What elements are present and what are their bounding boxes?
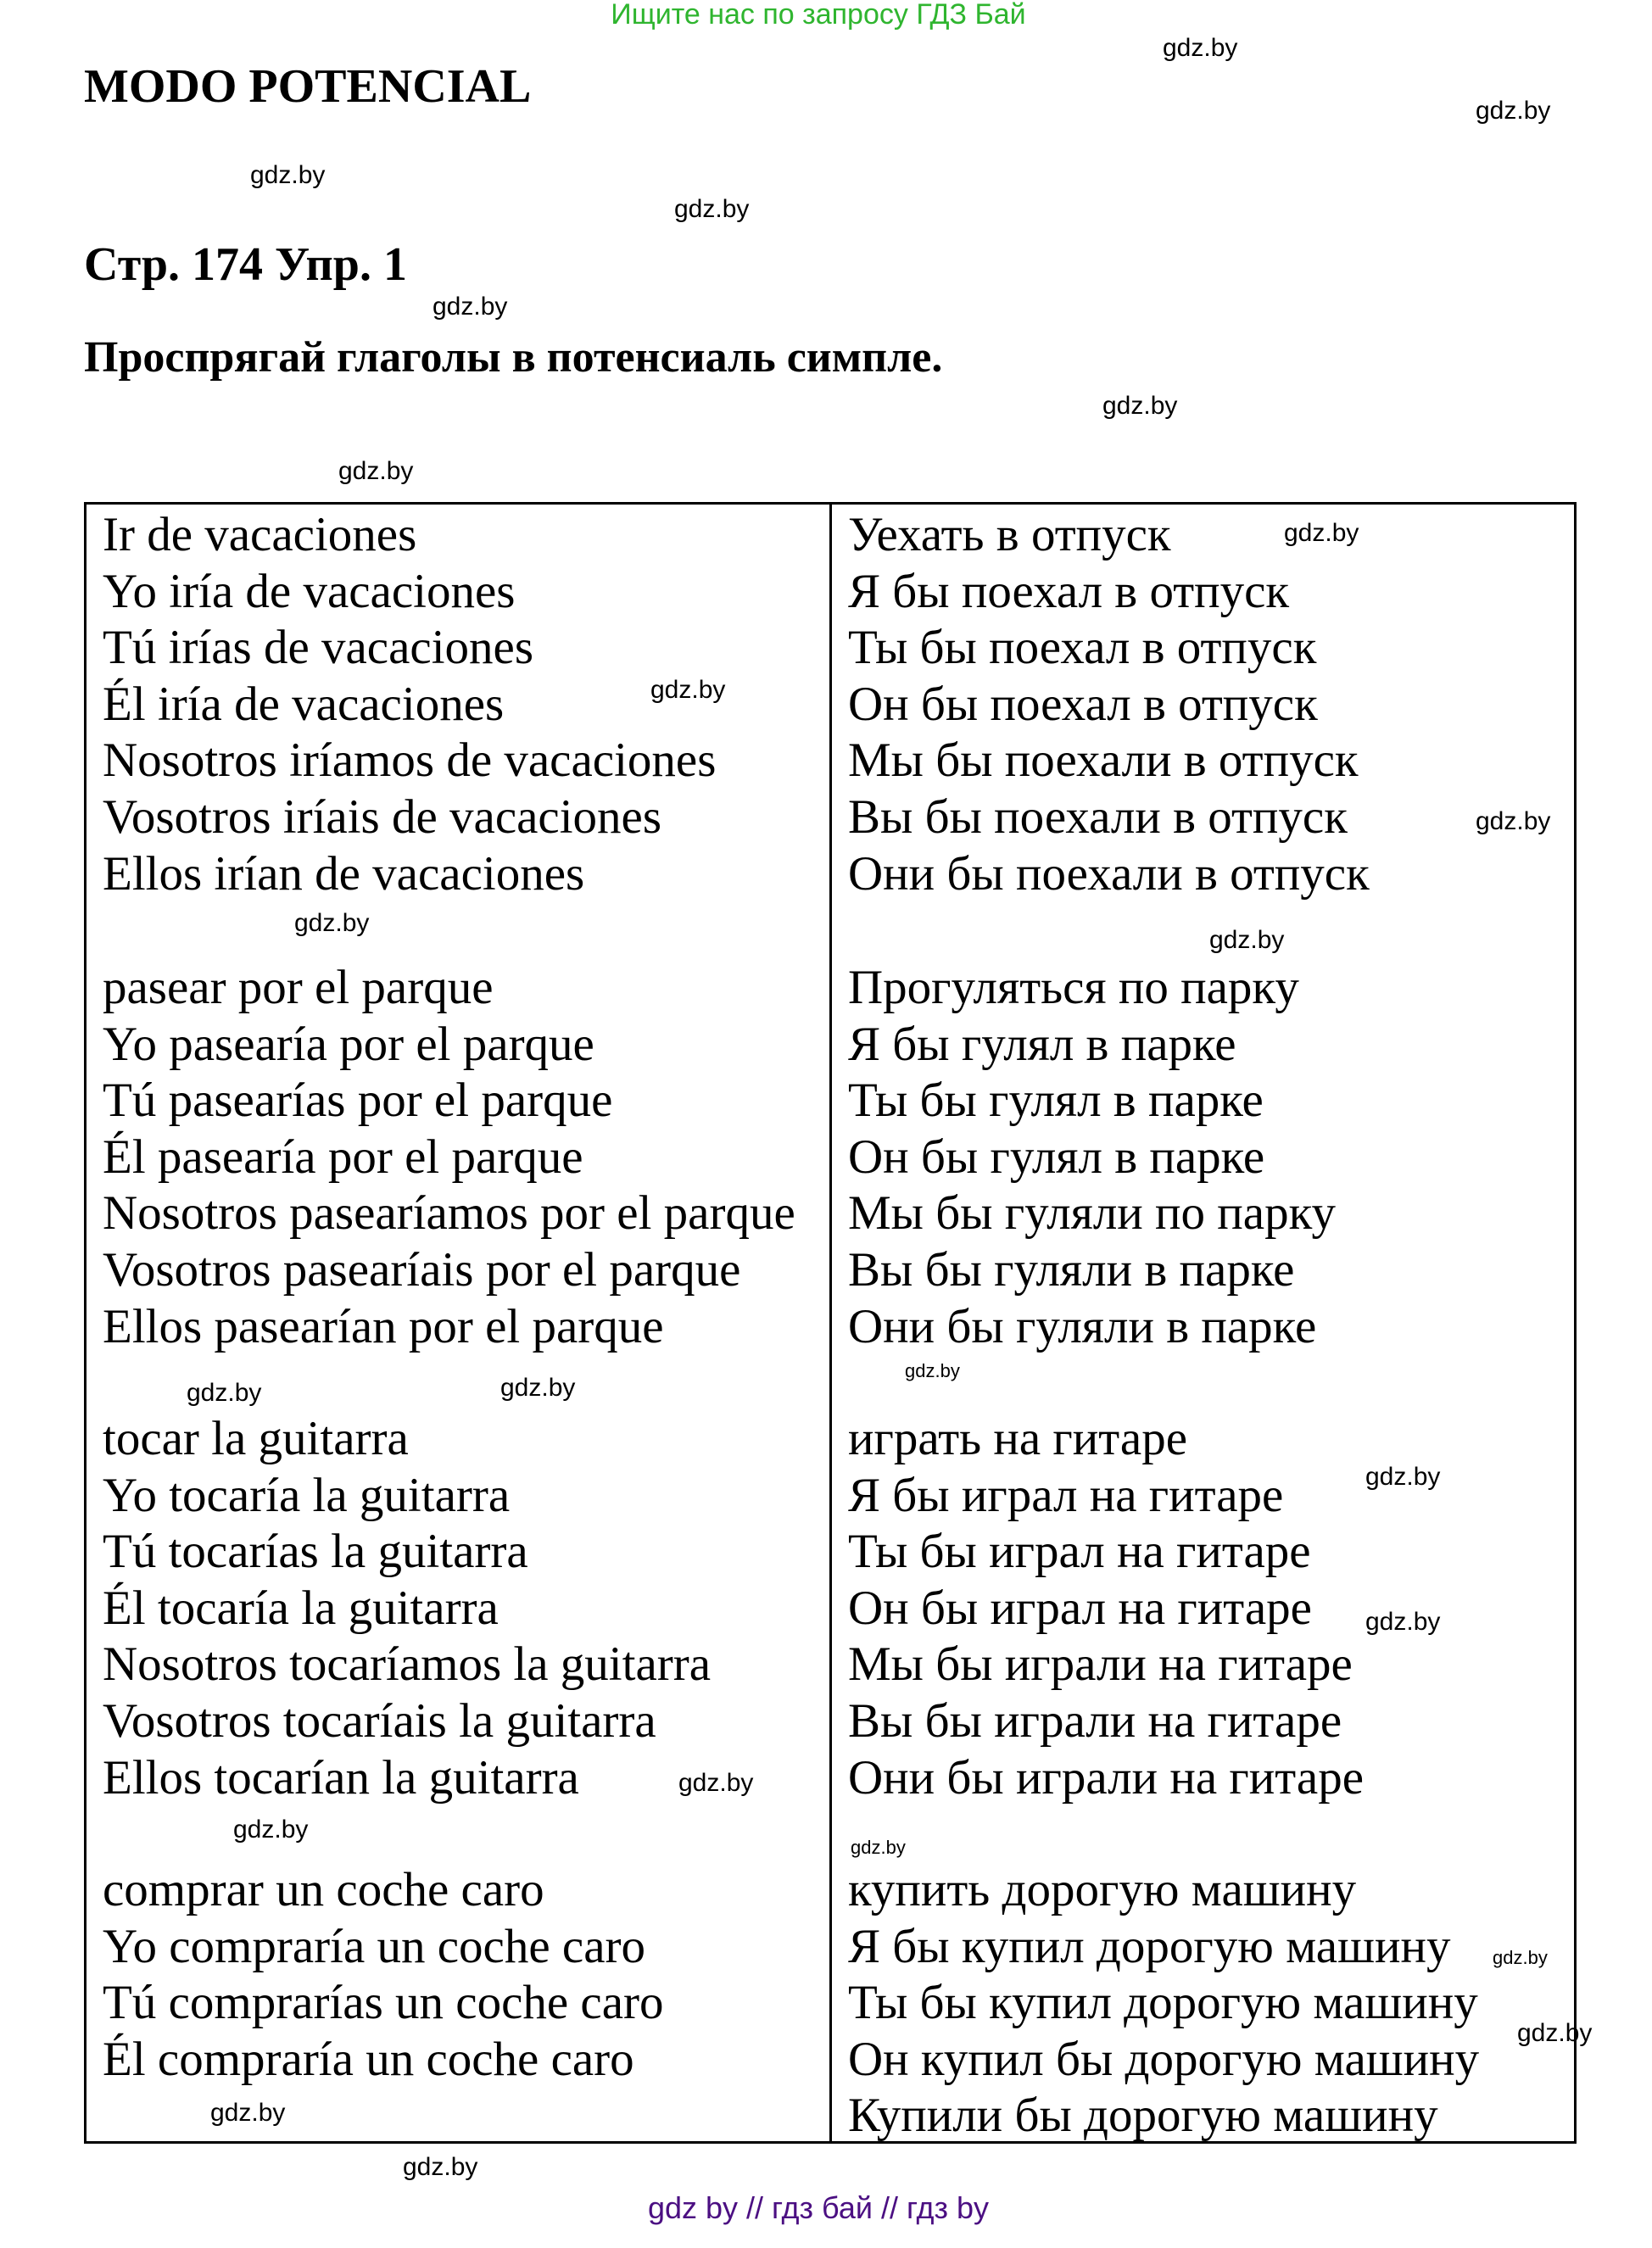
watermark-text: gdz.by: [403, 2153, 478, 2181]
watermark-text: gdz.by: [1102, 392, 1178, 420]
russian-line: Ты бы играл на гитаре: [848, 1525, 1311, 1579]
page-title: MODO POTENCIAL: [84, 60, 532, 113]
russian-line: Уехать в отпуск: [848, 508, 1171, 561]
watermark-text: gdz.by: [250, 161, 326, 189]
spanish-line: Yo pasearía por el parque: [103, 1017, 594, 1071]
footer-links[interactable]: gdz by // гдз бай // гдз by: [647, 2190, 990, 2225]
spanish-line: Tú comprarías un coche caro: [103, 1976, 664, 2030]
spanish-line: tocar la guitarra: [103, 1412, 409, 1465]
watermark-text: gdz.by: [187, 1379, 262, 1407]
watermark-text: gdz.by: [500, 1374, 576, 1402]
watermark-text: gdz.by: [210, 2099, 286, 2127]
spanish-line: Nosotros iríamos de vacaciones: [103, 734, 717, 788]
watermark-text: gdz.by: [650, 676, 726, 704]
spanish-line: Ellos irían de vacaciones: [103, 846, 585, 901]
russian-line: Он бы гулял в парке: [848, 1130, 1265, 1184]
watermark-text: gdz.by: [1493, 1947, 1548, 1968]
spanish-line: Él iría de vacaciones: [103, 677, 505, 731]
spanish-line: Ellos tocarían la guitarra: [103, 1750, 579, 1805]
russian-line: Он бы играл на гитаре: [848, 1581, 1312, 1635]
russian-line: Я бы гулял в парке: [848, 1017, 1236, 1071]
watermark-text: gdz.by: [674, 195, 750, 223]
watermark-text: gdz.by: [1365, 1463, 1441, 1491]
russian-line: Мы бы поехали в отпуск: [848, 734, 1359, 788]
spanish-line: Nosotros pasearíamos por el parque: [103, 1186, 795, 1241]
watermark-text: gdz.by: [1476, 807, 1551, 835]
spanish-line: Él pasearía por el parque: [103, 1130, 583, 1184]
russian-line: Они бы гуляли в парке: [848, 1299, 1317, 1353]
watermark-text: gdz.by: [1476, 97, 1551, 125]
spanish-line: Vosotros tocaríais la guitarra: [103, 1694, 656, 1748]
russian-line: Я бы купил дорогую машину: [848, 1919, 1451, 1973]
russian-line: Он бы поехал в отпуск: [848, 677, 1318, 731]
russian-line: Он купил бы дорогую машину: [848, 2032, 1480, 2086]
russian-line: Они бы играли на гитаре: [848, 1750, 1364, 1805]
watermark-text: gdz.by: [233, 1816, 309, 1844]
russian-line: Вы бы поехали в отпуск: [848, 790, 1348, 844]
watermark-text: gdz.by: [1163, 34, 1238, 62]
russian-line: Купили бы дорогую машину: [848, 2089, 1438, 2143]
spanish-line: Yo iría de vacaciones: [103, 564, 516, 618]
spanish-line: Vosotros iríais de vacaciones: [103, 790, 662, 844]
watermark-text: gdz.by: [1284, 519, 1359, 547]
russian-line: Я бы играл на гитаре: [848, 1468, 1284, 1522]
spanish-line: Tú pasearías por el parque: [103, 1074, 613, 1128]
russian-line: Ты бы гулял в парке: [848, 1074, 1264, 1128]
spanish-line: comprar un coche caro: [103, 1863, 544, 1916]
spanish-line: Él tocaría la guitarra: [103, 1581, 499, 1635]
russian-line: Вы бы гуляли в парке: [848, 1243, 1295, 1297]
russian-line: купить дорогую машину: [848, 1863, 1357, 1916]
spanish-line: Vosotros pasearíais por el parque: [103, 1243, 741, 1297]
spanish-line: Ir de vacaciones: [103, 508, 417, 561]
exercise-instruction: Проспрягай глаголы в потенсиаль симпле.: [84, 333, 943, 382]
exercise-reference: Стр. 174 Упр. 1: [84, 238, 407, 291]
search-banner[interactable]: Ищите нас по запросу ГДЗ Бай: [611, 0, 1026, 31]
russian-line: Ты бы купил дорогую машину: [848, 1976, 1478, 2030]
russian-line: Прогуляться по парку: [848, 961, 1299, 1014]
watermark-text: gdz.by: [338, 457, 414, 485]
watermark-text: gdz.by: [678, 1769, 754, 1797]
russian-line: Мы бы играли на гитаре: [848, 1637, 1353, 1692]
watermark-text: gdz.by: [294, 909, 370, 937]
watermark-text: gdz.by: [1209, 926, 1285, 954]
spanish-line: Él compraría un coche caro: [103, 2032, 634, 2086]
spanish-line: Tú tocarías la guitarra: [103, 1525, 528, 1579]
spanish-line: pasear por el parque: [103, 961, 494, 1014]
russian-line: Я бы поехал в отпуск: [848, 564, 1290, 618]
watermark-text: gdz.by: [1365, 1608, 1441, 1636]
russian-line: играть на гитаре: [848, 1412, 1188, 1465]
spanish-line: Yo compraría un coche caro: [103, 1919, 645, 1973]
watermark-text: gdz.by: [433, 293, 508, 321]
spanish-line: Tú irías de vacaciones: [103, 621, 534, 675]
spanish-line: Ellos pasearían por el parque: [103, 1299, 664, 1353]
column-divider: [829, 505, 832, 2141]
russian-line: Мы бы гуляли по парку: [848, 1186, 1336, 1241]
spanish-line: Yo tocaría la guitarra: [103, 1468, 511, 1522]
spanish-line: Nosotros tocaríamos la guitarra: [103, 1637, 712, 1692]
russian-line: Ты бы поехал в отпуск: [848, 621, 1317, 675]
watermark-text: gdz.by: [851, 1837, 906, 1858]
watermark-text: gdz.by: [1517, 2019, 1593, 2047]
watermark-text: gdz.by: [905, 1360, 960, 1381]
russian-line: Они бы поехали в отпуск: [848, 846, 1370, 901]
conjugation-table: [84, 502, 1577, 2144]
russian-line: Вы бы играли на гитаре: [848, 1694, 1342, 1748]
